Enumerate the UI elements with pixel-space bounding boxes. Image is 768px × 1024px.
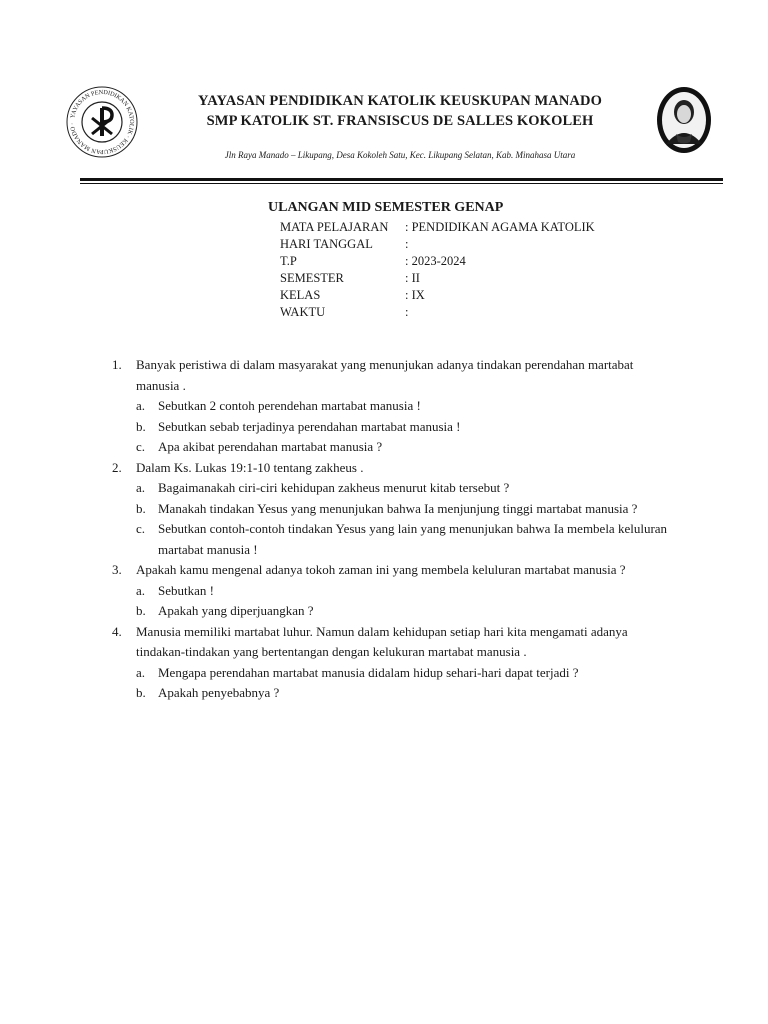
- exam-info-row: [280, 253, 595, 270]
- sub-question-letter: a.: [136, 582, 146, 598]
- sub-question-letter: b.: [136, 685, 146, 700]
- exam-info-table: [280, 219, 595, 321]
- svg-text:YAYASAN PENDIDIKAN KATOLIK · K: YAYASAN PENDIDIKAN KATOLIK · KEUSKUPAN MANADO ·: [68, 88, 136, 156]
- sub-question: [136, 396, 672, 417]
- question-3: [112, 560, 672, 622]
- sub-question-text: Bagaimanakah ciri-ciri kehidupan zakheus menurut kitab tersebut ?: [158, 480, 510, 495]
- question-text: Manusia memiliki martabat luhur. Namun dalam kehidupan setiap hari kita mengamati adanya tindakan-tindakan yang bertentangan dengan kelukuran martabat manusia .: [136, 623, 628, 659]
- exam-info-label: HARI TANGGAL: [280, 237, 373, 251]
- exam-info-value: : 2023-2024: [405, 254, 466, 268]
- sub-question-text: Sebutkan sebab terjadinya perendahan martabat manusia !: [158, 418, 461, 434]
- sub-question-letter: b.: [136, 500, 146, 516]
- exam-info-value: : PENDIDIKAN AGAMA KATOLIK: [405, 220, 595, 234]
- sub-question: [136, 417, 672, 438]
- diocese-seal-logo: [64, 84, 140, 160]
- question-4: [112, 622, 672, 704]
- exam-info-row: [280, 236, 595, 253]
- school-name: SMP KATOLIK ST. FRANSISCUS DE SALLES KOKOLEH: [206, 113, 594, 129]
- exam-info-label: MATA PELAJARAN: [280, 220, 389, 234]
- sub-question: [136, 478, 672, 499]
- exam-info-value: :: [405, 305, 409, 319]
- sub-question: [136, 663, 672, 684]
- sub-question-text: Apakah penyebabnya ?: [158, 685, 280, 700]
- question-text: Apakah kamu mengenal adanya tokoh zaman ini yang membela keluluran martabat manusia ?: [136, 562, 626, 577]
- patron-saint-portrait-logo: [654, 84, 714, 156]
- header-divider: [80, 178, 723, 181]
- sub-question-letter: a.: [136, 398, 146, 413]
- question-number: 2.: [112, 459, 122, 475]
- exam-info-label: WAKTU: [280, 305, 326, 319]
- sub-question-text: Apakah yang diperjuangkan ?: [158, 603, 314, 618]
- question-2: [112, 458, 672, 561]
- sub-question-letter: b.: [136, 603, 146, 618]
- sub-question: [136, 437, 672, 458]
- exam-info-row: [280, 219, 595, 236]
- sub-question-letter: a.: [136, 480, 146, 495]
- exam-info-row: [280, 287, 595, 304]
- sub-question-text: Sebutkan contoh-contoh tindakan Yesus yang lain yang menunjukan bahwa Ia membela keluluran martabat manusia !: [158, 521, 668, 557]
- exam-info-row: [280, 270, 595, 287]
- sub-question-text: Apa akibat perendahan martabat manusia ?: [158, 439, 383, 454]
- exam-info-label: SEMESTER: [280, 271, 344, 285]
- sub-question: [136, 519, 672, 560]
- exam-info-value: : IX: [405, 288, 425, 302]
- sub-question-text: Sebutkan !: [158, 582, 214, 598]
- sub-question-text: Sebutkan 2 contoh perendehan martabat manusia !: [158, 398, 421, 413]
- exam-info-value: :: [405, 237, 409, 251]
- exam-info-label: T.P: [280, 254, 297, 268]
- school-address: Jln Raya Manado – Likupang, Desa Kokoleh Satu, Kec. Likupang Selatan, Kab. Minahasa Utara: [224, 150, 576, 160]
- question-text: Dalam Ks. Lukas 19:1-10 tentang zakheus .: [136, 459, 364, 475]
- exam-info-label: KELAS: [280, 288, 321, 302]
- sub-question: [136, 499, 672, 520]
- question-number: 4.: [112, 623, 122, 639]
- exam-info-row: [280, 304, 595, 321]
- question-1: [112, 355, 672, 458]
- header-divider-thin: [80, 183, 723, 184]
- sub-question: [136, 683, 672, 704]
- sub-question-letter: c.: [136, 521, 146, 536]
- sub-question-letter: a.: [136, 664, 146, 680]
- sub-question-text: Mengapa perendahan martabat manusia didalam hidup sehari-hari dapat terjadi ?: [158, 664, 579, 680]
- sub-question-letter: b.: [136, 418, 146, 434]
- question-list: [112, 355, 672, 704]
- foundation-name: YAYASAN PENDIDIKAN KATOLIK KEUSKUPAN MANADO: [198, 93, 602, 109]
- question-text: Banyak peristiwa di dalam masyarakat yang menunjukan adanya tindakan perendahan martabat manusia .: [136, 357, 634, 393]
- question-number: 3.: [112, 562, 122, 577]
- sub-question-text: Manakah tindakan Yesus yang menunjukan bahwa Ia menjunjung tinggi martabat manusia ?: [158, 500, 638, 516]
- sub-question-letter: c.: [136, 439, 146, 454]
- sub-question: [136, 581, 672, 602]
- exam-title: ULANGAN MID SEMESTER GENAP: [268, 200, 504, 215]
- exam-info-value: : II: [405, 271, 420, 285]
- question-number: 1.: [112, 357, 122, 372]
- sub-question: [136, 601, 672, 622]
